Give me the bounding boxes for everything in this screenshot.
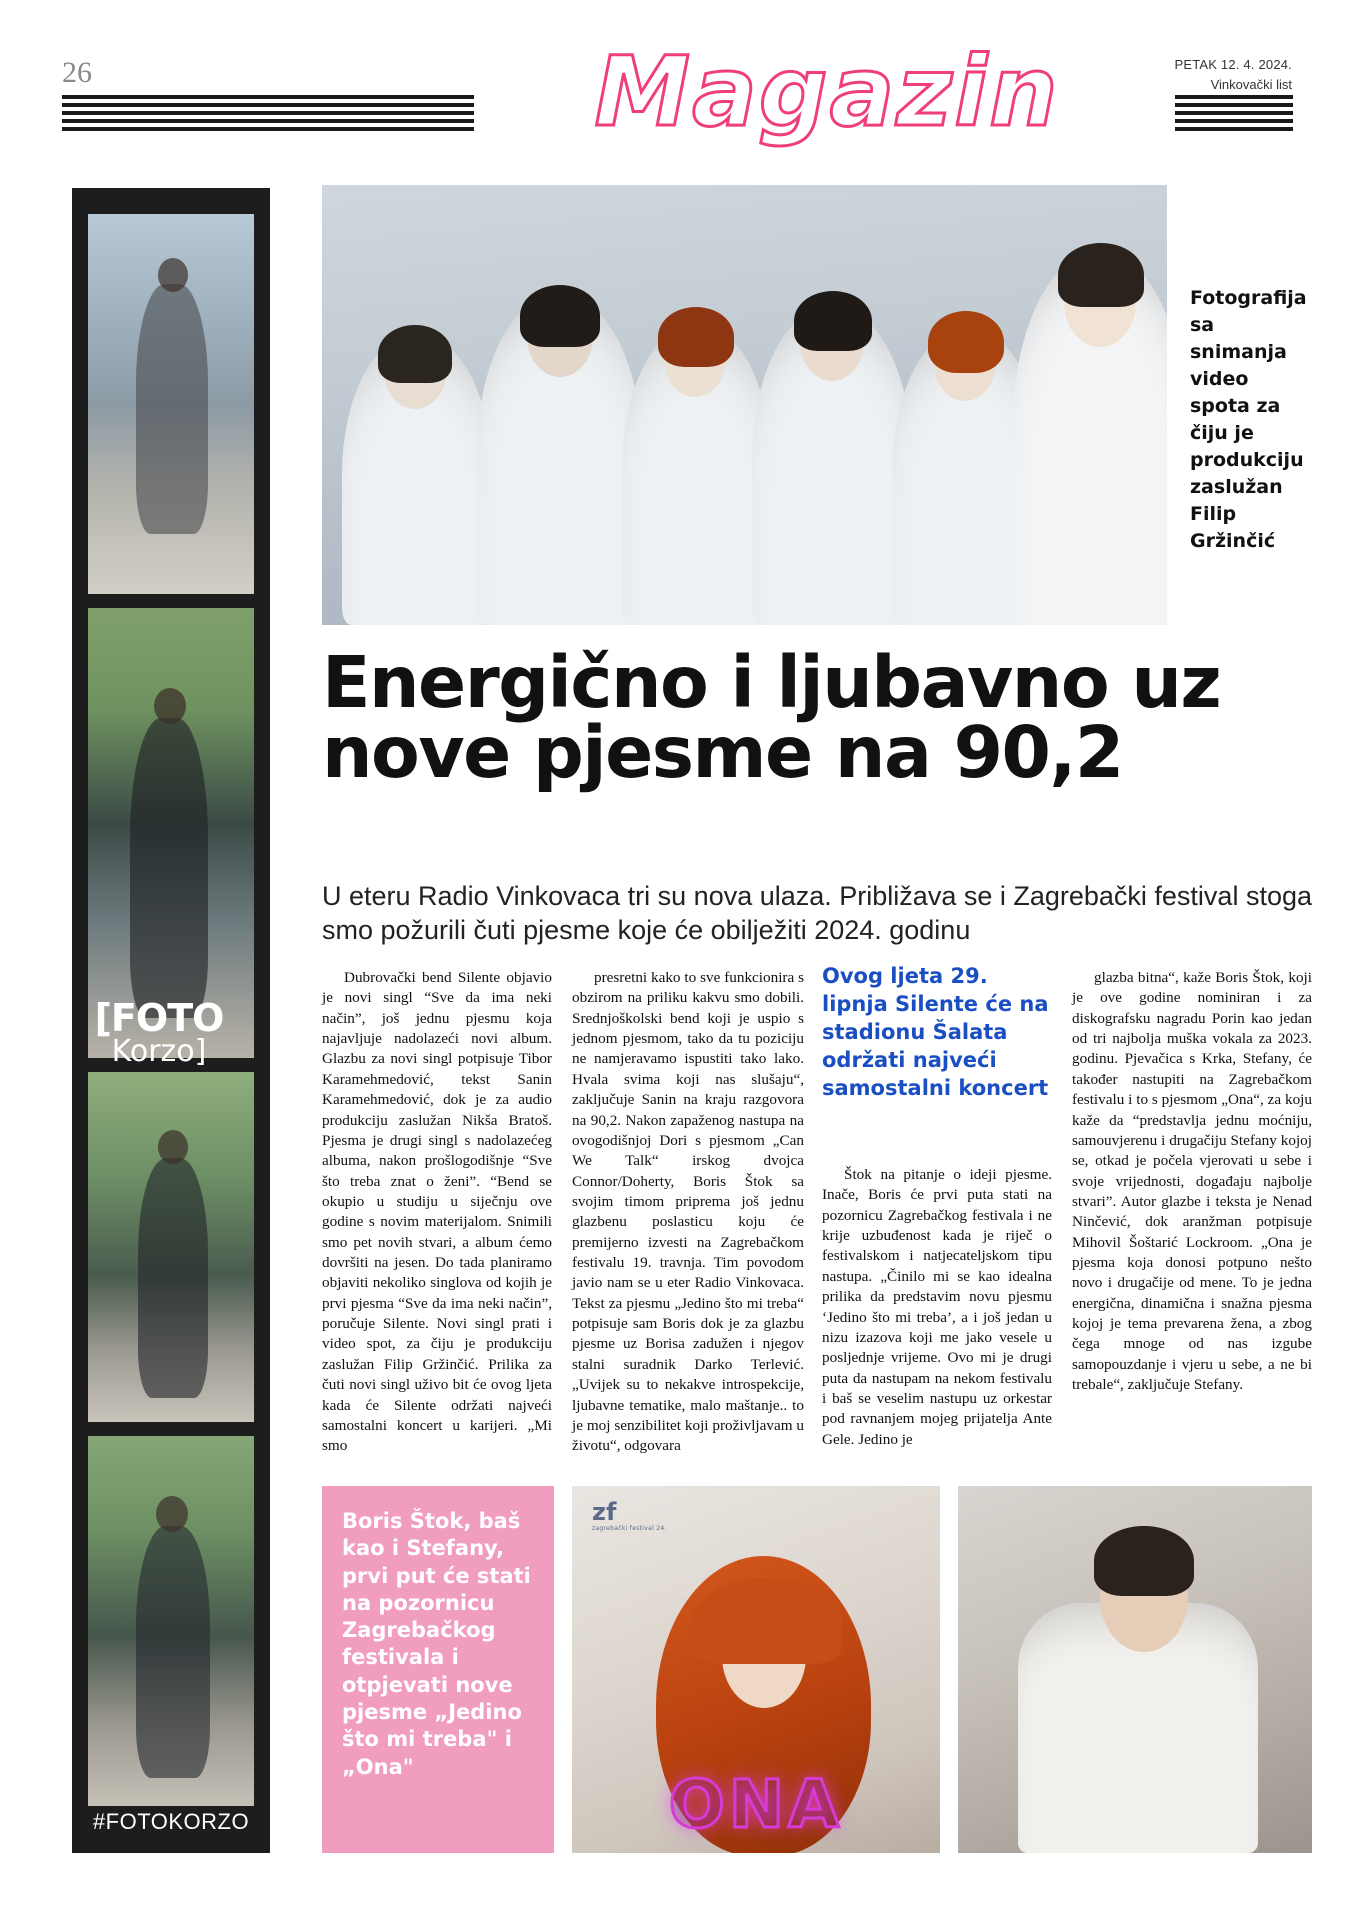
header-stripes-right [1175, 95, 1293, 131]
body-text-2: presretni kako to sve funkcionira s obzirom na priliku kakvu smo dobili. Srednjoškolski bend koji je uspio s jednom pjesmom, tako da tu poziciju ne namjeravamo ispustiti tako lako. Hvala svima koji nas slušaju“, zaključuje Sanin na kraju razgovora na 90,2. Nakon zapaženog nastupa na ovogodišnjoj Dori s pjesmom „Can We Talk“ irskog dvojca Connor/Doherty, Boris Štok sa svojim timom priprema još jednu glazbenu poslasticu koju će premijerno izvesti na Zagrebačkom festivalu 19. travnja. Tim povodom javio nam se u eter Radio Vinkovaca. Tekst za pjesmu „Jedino što mi treba“ potpisuje sam Boris dok je za glazbu pjesme uz Borisa zadužen i njegov stalni suradnik Darko Terlević. „Uvijek su to nekakve introspekcije, ljubavne tematike, malo maštanje.. to je moj senzibilitet koji proživljavam u životu“, odgovara [572, 969, 804, 1455]
page-header [0, 0, 1354, 160]
ona-neon-text: ONA [668, 1766, 844, 1843]
korzo-photo-1 [88, 214, 254, 594]
masthead-title: Magazin [594, 36, 1060, 148]
article-subheadline: U eteru Radio Vinkovaca tri su nova ulaza. Približava se i Zagrebački festival stoga smo požurili čuti pjesme koje će obilježiti 2024. godinu [322, 881, 1312, 945]
body-text-4: glazba bitna“, kaže Boris Štok, koji je ove godine nominiran i za diskografsku nagradu Porin kao jedan od tri najbolja muška vokala za 2023. godinu. Pjevačica s Krka, Stefany, će također nastupiti na Zagrebačkom festivalu i to s pjesmom „Ona“, za koju kaže da “predstavlja jednu moćniju, samouvjerenu i drugačiju Stefany kojoj se, otkad je počela vjerovati u sebe i svoje vrijednosti, događaju najbolje stvari”. Autor glazbe i teksta je Nenad Ninčević, dok aranžman potpisuje Mihovil Šoštarić Lockroom. „Ona je pjesma koja donosi potpuno nešto novo i drugačije od mene. To je jedna energična, dinamična i snažna pjesma kojoj je tema prevarena žena, a zbog čega mnoge od nas izgube samopouzdanje i vjeru u sebe, a ne bi trebale“, zaključuje Stefany. [1072, 969, 1312, 1394]
pullquote-pink-text: Boris Štok, baš kao i Stefany, prvi put će stati na pozornicu Zagrebačkog festivala i otpjevati nove pjesme „Jedino što mi treba" i „Ona" [342, 1509, 531, 1779]
body-text-1: Dubrovački bend Silente objavio je novi singl “Sve da ima neki način”, još jednu pjesmu koja najavljuje nadolazeći novi album. Glazbu za novi singl potpisuje Tibor Karamehmedović, tekst Sanin Karamehmedović, dok je za audio produkciju zaslužan Nikša Bratoš. Pjesma je drugi singl s nadolazećeg albuma, nakon prošlogodišnje “Sve što treba znat o ženi”. “Bend se okupio u studiju u siječnju ove godine s novim materijalom. Snimili smo pet novih stvari, a album ćemo dovršiti na jesen. Do tada planiramo objaviti nekoliko singlova od kojih je prvi pjesma “Sve da ima neki način”, poručuje Silente. Novi singl prati i video spot, za čiju je produkciju zaslužan Filip Gržinčić. Prilika za čuti novi singl uživo bit će ovog ljeta kada će Silente održati najveći samostalni koncert u karijeri. „Mi smo [322, 969, 552, 1455]
main-article-photo [322, 185, 1167, 625]
boris-stok-photo [958, 1486, 1312, 1853]
article-headline: Energično i ljubavno uz nove pjesme na 90,2 [322, 641, 1221, 794]
header-publication: Vinkovački list [1210, 76, 1292, 92]
header-meta [1174, 55, 1292, 94]
korzo-photo-2 [88, 608, 254, 1058]
stefany-ona-cover-photo [572, 1486, 940, 1853]
header-date: PETAK 12. 4. 2024. [1174, 57, 1292, 72]
body-column-1 [322, 968, 552, 1457]
zf-logo-mark: zf [592, 1498, 617, 1526]
pullquote-blue: Ovog ljeta 29. lipnja Silente će na stadionu Šalata održati najveći samostalni koncert [822, 964, 1049, 1100]
pullquote-pink-box [322, 1486, 554, 1853]
header-stripes-left [62, 95, 474, 131]
body-column-3 [822, 1165, 1052, 1450]
zf-logo-sub: zagrebački festival 24. [592, 1525, 667, 1532]
page-number: 26 [62, 56, 92, 89]
foto-korzo-badge-line1: [FOTO [94, 996, 224, 1040]
korzo-photo-4 [88, 1436, 254, 1806]
body-column-2 [572, 968, 804, 1457]
foto-korzo-badge-line2: Korzo] [111, 1034, 207, 1070]
foto-korzo-badge [84, 996, 234, 1070]
photo-caption: Fotografija sa snimanja video spota za čiju je produkciju zaslužan Filip Gržinčić [1190, 287, 1307, 552]
body-text-3: Štok na pitanje o ideji pjesme. Inače, Boris će prvi puta stati na pozornicu Zagrebačkog festivala i ne krije uzbuđenost kada je riječ o festivalskom i natjecateljskom tipu nastupa. „Činilo mi se kao idealna prilika da predstavim novu pjesmu ‘Jedino što mi treba’, a i još jedan u nizu izazova koji me jako vesele u posljednje vrijeme. Ovo mi je drugi puta da nastupam na nekom festivalu i baš se veselim nastupu uz orkestar pod ravnanjem mojeg prijatelja Ante Gele. Jedino je [822, 1166, 1052, 1448]
korzo-photo-3 [88, 1072, 254, 1422]
foto-korzo-hashtag: #FOTOKORZO [92, 1809, 250, 1834]
zagrebacki-festival-logo [592, 1500, 667, 1532]
body-column-4 [1072, 968, 1312, 1396]
